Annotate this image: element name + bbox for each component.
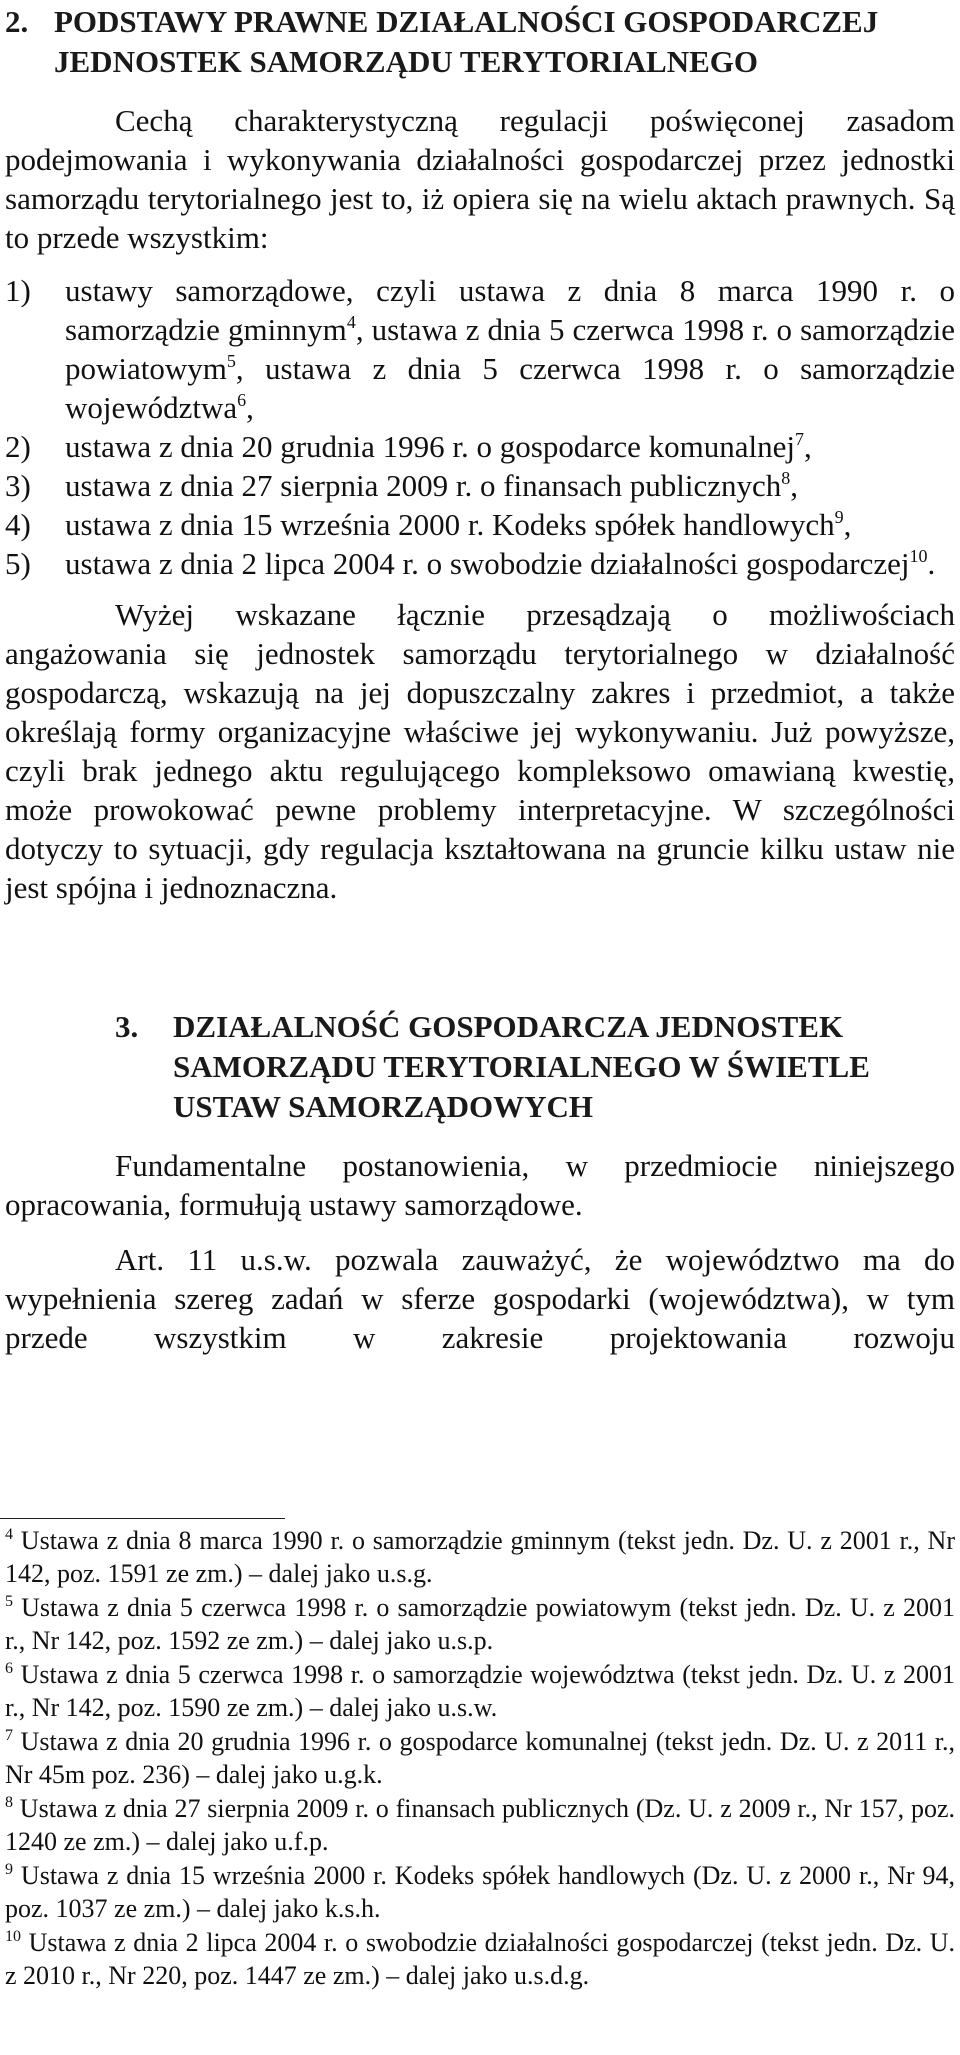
list-item-text: ustawa z dnia 20 grudnia 1996 r. o gospodarce komunalnej	[65, 429, 796, 464]
list-item-text: ustawa z dnia 27 sierpnia 2009 r. o finansach publicznych	[65, 468, 782, 503]
footnote-reference: 5	[226, 351, 236, 371]
footnote-text: Ustawa z dnia 20 grudnia 1996 r. o gospodarce komunalnej (tekst jedn. Dz. U. z 2011 r., Nr 45m poz. 236) – dalej jako u.g.k.	[5, 1727, 955, 1789]
list-item-text: , ustawa z dnia 5 czerwca 1998 r. o samorządzie województwa	[65, 351, 955, 425]
footnote-number: 8	[5, 1794, 13, 1811]
footnote-number: 7	[5, 1727, 13, 1744]
list-item-number: 2)	[5, 429, 31, 464]
footnote-number: 5	[5, 1593, 13, 1610]
footnote	[5, 1926, 955, 1992]
footnote-text: Ustawa z dnia 8 marca 1990 r. o samorządzie gminnym (tekst jedn. Dz. U. z 2001 r., Nr 142, poz. 1591 ze zm.) – dalej jako u.s.g.	[5, 1526, 955, 1588]
list-item	[5, 544, 955, 583]
footnote	[5, 1591, 955, 1657]
list-item-text: ,	[246, 390, 254, 425]
footnote-number: 10	[5, 1928, 21, 1945]
footnote	[5, 1859, 955, 1925]
footnote-text: Ustawa z dnia 5 czerwca 1998 r. o samorządzie województwa (tekst jedn. Dz. U. z 2001 r., Nr 142, poz. 1590 ze zm.) – dalej jako u.s.w.	[5, 1660, 955, 1722]
section-3-number: 3.	[115, 1009, 139, 1044]
section-2-intro: Cechą charakterystyczną regulacji poświęconej zasadom podejmowania i wykonywania działalności gospodarczej przez jednostki samorządu terytorialnego jest to, iż opiera się na wielu aktach prawnych. Są to przede wszystkim:	[5, 103, 955, 255]
footnote-number: 6	[5, 1660, 13, 1677]
footnote-reference: 9	[834, 507, 844, 527]
list-item-text: ustawa z dnia 2 lipca 2004 r. o swobodzie działalności gospodarczej	[65, 546, 910, 581]
footnote-number: 9	[5, 1861, 13, 1878]
footnote-reference: 7	[795, 429, 805, 449]
footnote-reference: 10	[909, 546, 928, 566]
footnote-reference: 8	[781, 468, 791, 488]
list-item	[5, 427, 955, 466]
list-item-number: 4)	[5, 507, 31, 542]
section-2-title: PODSTAWY PRAWNE DZIAŁALNOŚCI GOSPODARCZEJ JEDNOSTEK SAMORZĄDU TERYTORIALNEGO	[54, 4, 879, 79]
section-3-paragraph-1: Fundamentalne postanowienia, w przedmiocie niniejszego opracowania, formułują ustawy samorządowe.	[5, 1148, 955, 1222]
list-item	[5, 466, 955, 505]
list-item	[5, 505, 955, 544]
section-2-number: 2.	[5, 4, 29, 39]
list-item-text: , ustawa z dnia 5 czerwca 1998 r. o samorządzie powiatowym	[65, 312, 956, 386]
footnote	[5, 1658, 955, 1724]
footnote-reference: 4	[346, 312, 356, 332]
section-2-heading	[5, 2, 955, 82]
footnote-reference: 6	[237, 390, 247, 410]
footnote-number: 4	[5, 1526, 13, 1543]
list-item-text: .	[927, 546, 936, 581]
footnote-text: Ustawa z dnia 2 lipca 2004 r. o swobodzie działalności gospodarczej (tekst jedn. Dz. U. z 2010 r., Nr 220, poz. 1447 ze zm.) – dalej jako u.s.d.g.	[5, 1928, 955, 1990]
list-item-number: 5)	[5, 546, 31, 581]
section-3-paragraph-2: Art. 11 u.s.w. pozwala zauważyć, że województwo ma do wypełnienia szereg zadań w sferze gospodarki (województwa), w tym przede wszystkim w zakresie projektowania rozwoju	[5, 1242, 955, 1355]
list-item-text: ustawa z dnia 15 września 2000 r. Kodeks spółek handlowych	[65, 507, 835, 542]
footnote	[5, 1792, 955, 1858]
list-item-number: 3)	[5, 468, 31, 503]
footnote-text: Ustawa z dnia 27 sierpnia 2009 r. o finansach publicznych (Dz. U. z 2009 r., Nr 157, poz. 1240 ze zm.) – dalej jako u.f.p.	[5, 1794, 955, 1856]
footnote-text: Ustawa z dnia 5 czerwca 1998 r. o samorządzie powiatowym (tekst jedn. Dz. U. z 2001 r., Nr 142, poz. 1592 ze zm.) – dalej jako u.s.p.	[5, 1593, 955, 1655]
footnote	[5, 1524, 955, 1590]
list-item-number: 1)	[5, 273, 31, 308]
footnote-separator	[0, 1518, 285, 1519]
legal-acts-list	[5, 271, 955, 583]
list-item	[5, 271, 955, 427]
list-item-text: ,	[790, 468, 798, 503]
footnotes	[5, 1524, 955, 1993]
footnote-text: Ustawa z dnia 15 września 2000 r. Kodeks spółek handlowych (Dz. U. z 2000 r., Nr 94, poz. 1037 ze zm.) – dalej jako k.s.h.	[5, 1861, 955, 1923]
section-3-heading	[115, 1007, 955, 1127]
section-3-title: DZIAŁALNOŚĆ GOSPODARCZA JEDNOSTEK SAMORZĄDU TERYTORIALNEGO W ŚWIETLE USTAW SAMORZĄDOWYCH	[173, 1009, 870, 1124]
footnote	[5, 1725, 955, 1791]
section-2-closing: Wyżej wskazane łącznie przesądzają o możliwościach angażowania się jednostek samorządu terytorialnego w działalność gospodarczą, wskazują na jej dopuszczalny zakres i przedmiot, a także określają formy organizacyjne właściwe jej wykonywaniu. Już powyższe, czyli brak jednego aktu regulującego kompleksowo omawianą kwestię, może prowokować pewne problemy interpretacyjne. W szczególności dotyczy to sytuacji, gdy regulacja kształtowana na gruncie kilku ustaw nie jest spójna i jednoznaczna.	[5, 597, 955, 905]
list-item-text: ustawy samorządowe, czyli ustawa z dnia 8 marca 1990 r. o samorządzie gminnym	[65, 273, 955, 347]
list-item-text: ,	[843, 507, 852, 542]
main-text	[5, 0, 955, 1357]
list-item-text: ,	[804, 429, 812, 464]
